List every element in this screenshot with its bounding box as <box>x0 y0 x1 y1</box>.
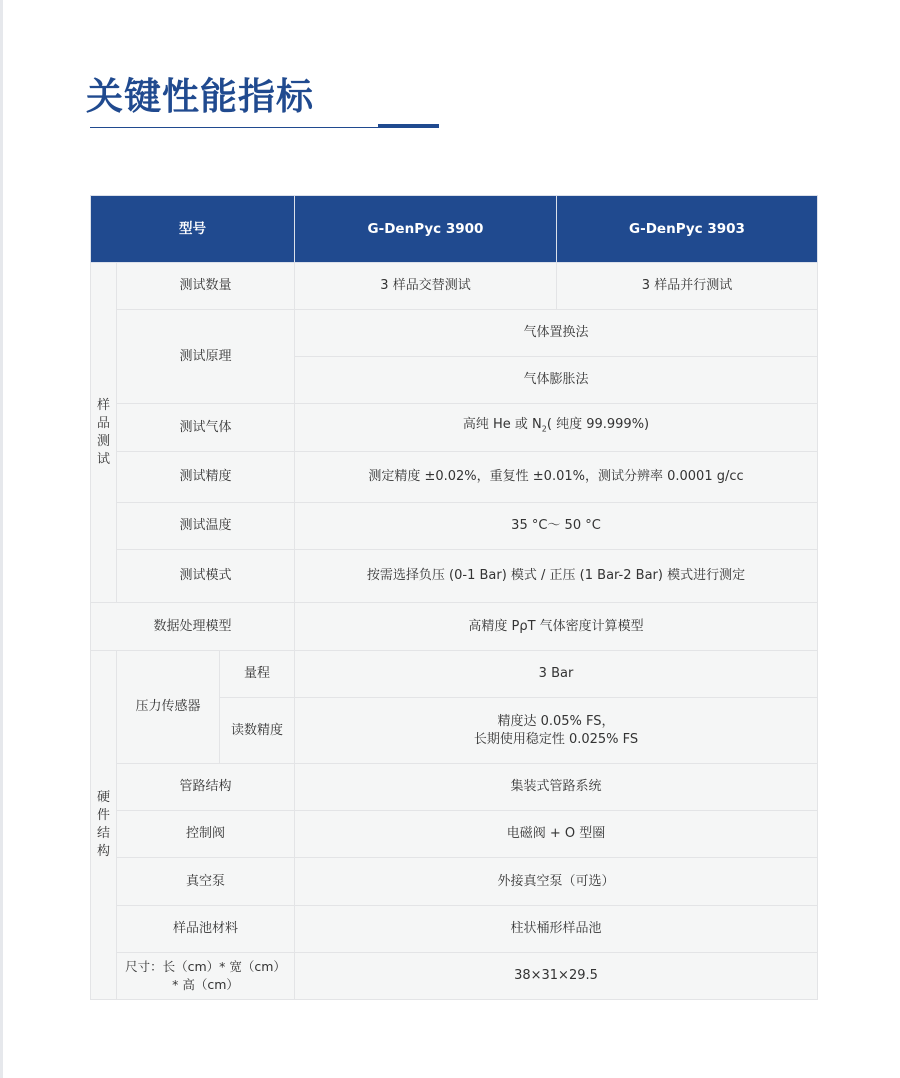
table-header-row <box>91 196 818 263</box>
row-label-test-count: 测试数量 <box>117 263 295 310</box>
cell-test-count-3903: 3 样品并行测试 <box>557 263 818 310</box>
row-label-accuracy: 读数精度 <box>220 698 295 764</box>
cell-pump: 外接真空泵（可选） <box>295 858 818 906</box>
cell-temperature: 35 °C～ 50 °C <box>295 503 818 550</box>
row-label-valve: 控制阀 <box>117 811 295 858</box>
row-label-principle: 测试原理 <box>117 310 295 404</box>
header-3900: G-DenPyc 3900 <box>295 196 557 263</box>
row-label-pump: 真空泵 <box>117 858 295 906</box>
table-row <box>91 263 818 310</box>
table-row <box>91 452 818 503</box>
table-row <box>91 603 818 651</box>
spec-table <box>90 195 818 1000</box>
table-row <box>91 503 818 550</box>
cell-valve: 电磁阀 + O 型圈 <box>295 811 818 858</box>
row-label-model: 数据处理模型 <box>91 603 295 651</box>
row-label-mode: 测试模式 <box>117 550 295 603</box>
table-row <box>91 404 818 452</box>
page-edge <box>0 0 3 1078</box>
cell-principle-1: 气体置换法 <box>295 310 818 357</box>
cell-accuracy: 精度达 0.05% FS， 长期使用稳定性 0.025% FS <box>295 698 818 764</box>
table-row <box>91 858 818 906</box>
row-label-gas: 测试气体 <box>117 404 295 452</box>
header-3903: G-DenPyc 3903 <box>557 196 818 263</box>
cell-test-count-3900: 3 样品交替测试 <box>295 263 557 310</box>
title-underline <box>90 127 378 128</box>
cell-precision: 测定精度 ±0.02%，重复性 ±0.01%，测试分辨率 0.0001 g/cc <box>295 452 818 503</box>
table-row <box>91 550 818 603</box>
table-row <box>91 764 818 811</box>
row-label-pipeline: 管路结构 <box>117 764 295 811</box>
page-title: 关键性能指标 <box>86 75 314 118</box>
row-label-cell: 样品池材料 <box>117 906 295 953</box>
row-label-temperature: 测试温度 <box>117 503 295 550</box>
cell-gas: 高纯 He 或 $N_2$( 纯度 99.999%) <box>295 404 818 452</box>
group-label-sample: 样 品 测 试 <box>91 263 117 603</box>
row-label-sensor: 压力传感器 <box>117 651 220 764</box>
header-model: 型号 <box>91 196 295 263</box>
cell-model: 高精度 PρT 气体密度计算模型 <box>295 603 818 651</box>
cell-mode: 按需选择负压 (0-1 Bar) 模式 / 正压 (1 Bar-2 Bar) 模式进行测定 <box>295 550 818 603</box>
table-row <box>91 906 818 953</box>
row-label-range: 量程 <box>220 651 295 698</box>
table-row <box>91 811 818 858</box>
row-label-size: 尺寸：长（cm）* 宽（cm） * 高（cm） <box>117 953 295 1000</box>
cell-principle-2: 气体膨胀法 <box>295 357 818 404</box>
group-label-hardware: 硬 件 结 构 <box>91 651 117 1000</box>
cell-range: 3 Bar <box>295 651 818 698</box>
cell-size: 38×31×29.5 <box>295 953 818 1000</box>
table-row <box>91 953 818 1000</box>
cell-material: 柱状桶形样品池 <box>295 906 818 953</box>
table-row <box>91 310 818 357</box>
row-label-precision: 测试精度 <box>117 452 295 503</box>
title-underline-accent <box>378 124 439 128</box>
cell-pipeline: 集装式管路系统 <box>295 764 818 811</box>
table-row <box>91 651 818 698</box>
